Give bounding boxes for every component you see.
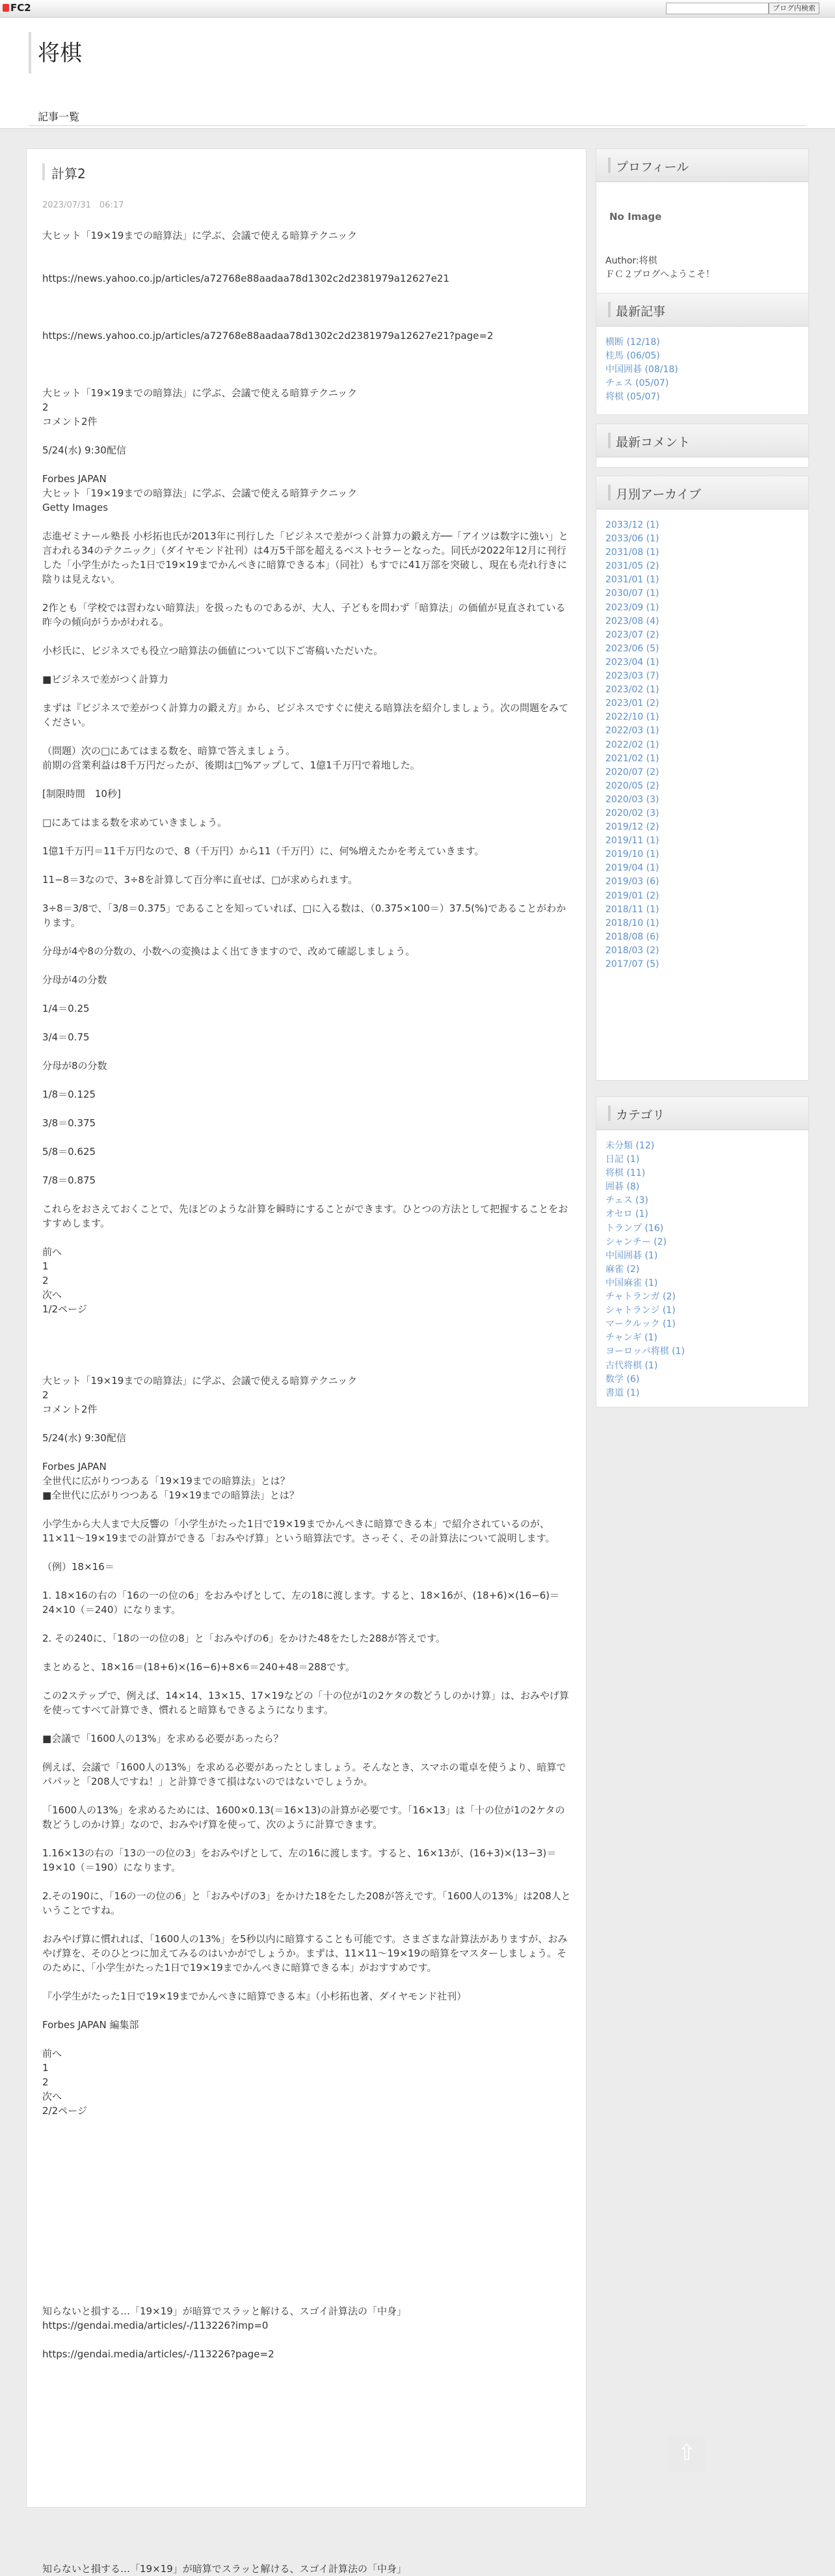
entry-date: 2023/07/31 06:17 <box>42 200 124 210</box>
entry-paragraph: 大ヒット「19×19までの暗算法」に学ぶ、会議で使える暗算テクニック <box>42 487 358 499</box>
nav-archive-link[interactable]: 記事一覧 <box>38 111 80 123</box>
archive-widget-header <box>596 476 808 509</box>
entry-blank-line <box>42 300 572 314</box>
nav-divider <box>29 125 806 126</box>
category-link[interactable]: 数学 (6) <box>605 1374 640 1385</box>
entry-paragraph: [制限時間 10秒] <box>42 788 121 800</box>
entry-blank-line <box>42 457 572 472</box>
archive-month-link[interactable]: 2022/02 (1) <box>605 739 659 750</box>
entry-blank-line <box>42 286 572 300</box>
entry-blank-line <box>42 1574 572 1588</box>
archive-month-link[interactable]: 2033/12 (1) <box>605 520 659 530</box>
entry-paragraph: 1/2ページ <box>42 1303 87 1315</box>
entry-paragraph: 1.16×13の右の「13の一の位の3」をおみやげとして、左の16に渡します。すると、16×13が、(16+3)×(13−3)＝19×10（＝190）になります。 <box>42 1847 557 1873</box>
entry-blank-line <box>42 1646 572 1660</box>
entry-paragraph: Forbes JAPAN <box>42 473 107 485</box>
archive-month-link[interactable]: 2018/10 (1) <box>605 917 659 929</box>
entry-paragraph: 2/2ページ <box>42 2105 87 2117</box>
entry-blank-line <box>42 357 572 372</box>
entry-blank-line <box>42 887 572 901</box>
entry-paragraph: 前へ <box>42 2048 62 2059</box>
fc2-logo-text: FC2 <box>10 2 31 14</box>
archive-widget <box>596 476 809 1081</box>
entry-paragraph: 1億1千万円＝11千万円なので、8（千万円）から11（千万円）に、何%増えたかを考えていきます。 <box>42 845 484 857</box>
archive-month-link[interactable]: 2023/08 (4) <box>605 616 659 627</box>
entry-blank-line <box>42 2519 572 2533</box>
entry-blank-line <box>42 629 572 644</box>
entry-blank-line <box>42 1975 572 1989</box>
entry-paragraph: 2 <box>42 401 49 413</box>
entry-body <box>42 228 572 2576</box>
recent-entry-link[interactable]: 桂馬 (06/05) <box>605 351 660 361</box>
entry-paragraph: 前期の営業利益は8千万円だったが、後期は□%アップして、1億1千万円で着地した。 <box>42 759 420 771</box>
archive-month-link[interactable]: 2020/02 (3) <box>605 807 659 819</box>
category-list <box>605 1139 685 1400</box>
widget-accent-bar <box>608 485 611 500</box>
recent-entries-header <box>596 293 808 327</box>
entry-blank-line <box>42 343 572 357</box>
entry-blank-line <box>42 314 572 329</box>
category-link[interactable]: 麻雀 (2) <box>605 1264 640 1275</box>
entry-blank-line <box>42 2461 572 2476</box>
archive-month-link[interactable]: 2031/01 (1) <box>605 575 659 586</box>
entry-blank-line <box>42 2275 572 2290</box>
entry-blank-line <box>42 2361 572 2376</box>
entry-blank-line <box>42 1073 572 1087</box>
entry-paragraph: 分母が8の分数 <box>42 1060 107 1072</box>
blog-title[interactable]: 将棋 <box>38 40 82 66</box>
blog-search-input[interactable] <box>666 3 769 14</box>
entry-paragraph: 1/4＝0.25 <box>42 1003 90 1014</box>
entry-paragraph: 知らないと損する…「19×19」が暗算でスラッと解ける、スゴイ計算法の「中身」 <box>42 2305 406 2317</box>
entry-blank-line <box>42 2118 572 2132</box>
archive-month-link[interactable]: 2031/08 (1) <box>605 547 659 558</box>
profile-heading: プロフィール <box>616 160 689 174</box>
entry-paragraph[interactable]: https://gendai.media/articles/-/113226?page=2 <box>42 2348 274 2360</box>
archive-month-link[interactable]: 2018/03 (2) <box>605 945 659 956</box>
entry-blank-line <box>42 1187 572 1202</box>
blog-header <box>0 18 835 129</box>
archive-month-link[interactable]: 2023/06 (5) <box>605 643 659 654</box>
entry-blank-line <box>42 515 572 529</box>
entry-paragraph: おみやげ算に慣れれば、「1600人の13%」を5秒以内に暗算することも可能です。さまざまな計算法がありますが、おみやげ算を、そのひとつに加えてみるのはいかがでしょうか。まずは、11×11〜19×19の暗算をマスターしましょう。そのために、「小学生がたった1日で19×19までかんぺきに暗算できる本」がおすすめです。 <box>42 1933 568 1973</box>
entry-blank-line <box>42 2161 572 2175</box>
entry-paragraph: □にあてはまる数を求めていきましょう。 <box>42 817 228 828</box>
blog-search-button[interactable]: ブログ内検索 <box>769 3 819 14</box>
archive-month-link[interactable]: 2021/02 (1) <box>605 753 659 764</box>
entry-paragraph: 次へ <box>42 2091 62 2102</box>
entry-paragraph: 分母が4や8の分数の、小数への変換はよく出てきますので、改めて確認しましょう。 <box>42 945 416 957</box>
category-link[interactable]: 囲碁 (8) <box>605 1182 640 1193</box>
category-widget <box>596 1096 809 1407</box>
entry-paragraph: 2作とも「学校では習わない暗算法」を扱ったものであるが、大人、子どもを問わず「暗算法」の価値が見直されている昨今の傾向がうかがわれる。 <box>42 602 566 628</box>
entry-blank-line <box>42 987 572 1001</box>
archive-month-link[interactable]: 2023/04 (1) <box>605 657 659 668</box>
title-accent-bar <box>29 32 31 74</box>
entry-blank-line <box>42 1230 572 1245</box>
entry-blank-line <box>42 2419 572 2433</box>
profile-widget <box>596 148 809 298</box>
entry-blank-line <box>42 801 572 815</box>
archive-month-link[interactable]: 2020/03 (3) <box>605 794 659 805</box>
profile-widget-header <box>596 149 808 182</box>
archive-month-link[interactable]: 2023/09 (1) <box>605 602 659 613</box>
entry-blank-line <box>42 1417 572 1431</box>
archive-month-link[interactable]: 2019/04 (1) <box>605 863 659 874</box>
entry-blank-line <box>42 2533 572 2547</box>
entry-paragraph: 7/8＝0.875 <box>42 1174 96 1186</box>
entry-blank-line <box>42 2504 572 2519</box>
entry-paragraph: 分母が4の分数 <box>42 974 107 986</box>
archive-month-link[interactable]: 2019/11 (1) <box>605 835 659 847</box>
entry-blank-line <box>42 686 572 701</box>
archive-month-link[interactable]: 2019/10 (1) <box>605 849 659 860</box>
category-widget-header <box>596 1097 808 1130</box>
entry-paragraph: 次へ <box>42 1289 62 1301</box>
archive-month-link[interactable]: 2031/05 (2) <box>605 561 659 572</box>
entry-blank-line <box>42 2490 572 2504</box>
entry-blank-line <box>42 1746 572 1760</box>
category-link[interactable]: トランプ (16) <box>605 1223 664 1234</box>
entry-paragraph: 5/24(水) 9:30配信 <box>42 1432 126 1444</box>
entry-blank-line <box>42 1717 572 1731</box>
entry-paragraph: 小杉氏に、ビジネスでも役立つ暗算法の価値について以下ご寄稿いただいた。 <box>42 645 384 657</box>
entry-blank-line <box>42 830 572 844</box>
entry-blank-line <box>42 1545 572 1560</box>
category-link[interactable]: 将棋 (11) <box>605 1168 646 1179</box>
entry-blank-line <box>42 2147 572 2161</box>
recent-entry-link[interactable]: 将棋 (05/07) <box>605 392 660 402</box>
entry-paragraph: 小学生から大人まで大反響の「小学生がたった1日で19×19までかんぺきに暗算できる本」で紹介されているのが、11×11〜19×19までの計算ができる「おみやげ算」という暗算法です。さっそく、その計算法について説明します。 <box>42 1518 555 1544</box>
entry-blank-line <box>42 1016 572 1030</box>
recent-entries-list <box>605 336 678 404</box>
entry-title-accent-bar <box>42 163 45 180</box>
archive-month-link[interactable]: 2018/11 (1) <box>605 904 659 915</box>
entry-paragraph: これらをおさえておくことで、先ほどのような計算を瞬時にすることができます。ひとつの方法として把握することをおすすめします。 <box>42 1203 568 1229</box>
archive-month-link[interactable]: 2020/07 (2) <box>605 766 659 778</box>
archive-month-link[interactable]: 2018/08 (6) <box>605 931 659 942</box>
entry-paragraph[interactable]: https://gendai.media/articles/-/113226?imp=0 <box>42 2320 269 2331</box>
entry-paragraph: 2 <box>42 1275 49 1286</box>
entry-paragraph: 1. 18×16の右の「16の一の位の6」をおみやげとして、左の18に渡します。すると、18×16が、(18+6)×(16−6)＝24×10（＝240）になります。 <box>42 1590 560 1616</box>
entry-paragraph: Getty Images <box>42 502 109 513</box>
entry-blank-line <box>42 243 572 257</box>
entry-blank-line <box>42 1316 572 1331</box>
entry-blank-line <box>42 2476 572 2490</box>
entry-blank-line <box>42 1445 572 1459</box>
entry-blank-line <box>42 1130 572 1145</box>
entry-blank-line <box>42 1044 572 1059</box>
entry-blank-line <box>42 2376 572 2390</box>
fc2-toolbar <box>0 0 835 18</box>
entry-blank-line <box>42 930 572 944</box>
entry-blank-line <box>42 958 572 973</box>
category-link[interactable]: 古代将棋 (1) <box>605 1360 658 1371</box>
entry-blank-line <box>42 1502 572 1517</box>
recent-entry-link[interactable]: 横断 (12/18) <box>605 337 660 347</box>
entry-blank-line <box>42 2204 572 2218</box>
recent-entry-link[interactable]: チェス (05/07) <box>605 378 669 388</box>
entry-blank-line <box>42 2003 572 2018</box>
entry-paragraph: 3/8＝0.375 <box>42 1117 96 1129</box>
recent-entries-heading: 最新記事 <box>616 305 666 319</box>
entry-blank-line <box>42 658 572 672</box>
arrow-up-icon: ⇧ <box>677 2440 696 2466</box>
profile-author: Author:将棋 <box>605 256 657 266</box>
archive-month-link[interactable]: 2023/07 (2) <box>605 629 659 640</box>
entry-paragraph: 大ヒット「19×19までの暗算法」に学ぶ、会議で使える暗算テクニック <box>42 387 358 399</box>
widget-accent-bar <box>608 157 611 173</box>
entry-paragraph[interactable]: https://news.yahoo.co.jp/articles/a72768e88aadaa78d1302c2d2381979a12627e21?page=2 <box>42 330 494 342</box>
archive-heading: 月別アーカイブ <box>616 487 701 502</box>
entry-paragraph: まずは『ビジネスで差がつく計算力の鍛え方』から、ビジネスですぐに使える暗算法を紹介しましょう。次の問題をみてください。 <box>42 702 569 728</box>
entry-blank-line <box>42 1789 572 1803</box>
entry-blank-line <box>42 1159 572 1173</box>
fc2-logo[interactable] <box>3 2 31 14</box>
entry-blank-line <box>42 2190 572 2204</box>
widget-accent-bar <box>608 302 611 318</box>
archive-month-link[interactable]: 2023/01 (2) <box>605 698 659 709</box>
entry-paragraph: 2 <box>42 2076 49 2088</box>
archive-month-link[interactable]: 2020/05 (2) <box>605 780 659 791</box>
entry-paragraph: 大ヒット「19×19までの暗算法」に学ぶ、会議で使える暗算テクニック <box>42 230 358 241</box>
entry-blank-line <box>42 1331 572 1345</box>
entry-blank-line <box>42 2404 572 2419</box>
entry-blank-line <box>42 372 572 386</box>
entry-blank-line <box>42 2290 572 2304</box>
entry-paragraph: 1 <box>42 1260 49 1272</box>
archive-month-link[interactable]: 2023/03 (7) <box>605 671 659 682</box>
entry-blank-line <box>42 858 572 873</box>
category-heading: カテゴリ <box>616 1108 665 1122</box>
fc2-logo-icon <box>3 4 9 12</box>
recent-comments-widget <box>596 424 809 468</box>
entry-paragraph: 1/8＝0.125 <box>42 1089 96 1100</box>
entry-blank-line <box>42 1359 572 1374</box>
entry-blank-line <box>42 586 572 601</box>
entry-paragraph: Forbes JAPAN <box>42 1461 107 1472</box>
entry-paragraph: （例）18×16＝ <box>42 1561 114 1573</box>
entry-paragraph[interactable]: https://news.yahoo.co.jp/articles/a72768e88aadaa78d1302c2d2381979a12627e21 <box>42 273 450 284</box>
entry-paragraph: ■ビジネスで差がつく計算力 <box>42 673 168 685</box>
entry-blank-line <box>42 2247 572 2261</box>
entry-paragraph: 知らないと損する…「19×19」が暗算でスラッと解ける、スゴイ計算法の「中身」 <box>42 2563 406 2575</box>
entry-blank-line <box>42 2447 572 2461</box>
entry-paragraph: コメント2件 <box>42 1403 98 1415</box>
category-link[interactable]: オセロ (1) <box>605 1209 648 1220</box>
scroll-to-top-button[interactable] <box>668 2435 706 2473</box>
widget-accent-bar <box>608 1105 611 1121</box>
entry-paragraph: 2 <box>42 1389 49 1401</box>
entry-paragraph: 2.その190に、「16の一の位の6」と「おみやげの3」をかけた18をたした208が答えです。「1600人の13%」は208人ということですね。 <box>42 1890 571 1916</box>
recent-comments-header <box>596 424 808 457</box>
archive-month-link[interactable]: 2019/12 (2) <box>605 822 659 833</box>
entry-blank-line <box>42 1102 572 1116</box>
recent-entry-link[interactable]: 中国囲碁 (08/18) <box>605 364 678 375</box>
category-link[interactable]: シャトランジ (1) <box>605 1305 676 1316</box>
profile-greeting: ＦＣ２ブログへようこそ！ <box>605 269 715 280</box>
category-link[interactable]: マークルック (1) <box>605 1319 676 1330</box>
entry-blank-line <box>42 1918 572 1932</box>
entry-paragraph: Forbes JAPAN 編集部 <box>42 2019 139 2031</box>
entry-paragraph: コメント2件 <box>42 416 98 427</box>
entry-title[interactable]: 計算2 <box>51 166 86 182</box>
entry-blank-line <box>42 2175 572 2190</box>
category-link[interactable]: 未分類 (12) <box>605 1141 655 1151</box>
entry-blank-line <box>42 429 572 443</box>
entry-blank-line <box>42 2433 572 2447</box>
category-link[interactable]: チェス (3) <box>605 1195 648 1206</box>
profile-no-image: No Image <box>609 211 662 223</box>
category-link[interactable]: ヨーロッパ将棋 (1) <box>605 1346 685 1357</box>
category-link[interactable]: 日記 (1) <box>605 1154 640 1165</box>
entry-paragraph: ■会議で「1600人の13%」を求める必要があったら？ <box>42 1733 284 1744</box>
entry-paragraph: 2. その240に、「18の一の位の8」と「おみやげの6」をかけた48をたした288が答えです。 <box>42 1633 445 1644</box>
entry-paragraph: この2ステップで、例えば、14×14、13×15、17×19などの「十の位が1の2ケタの数どうしのかけ算」は、おみやげ算を使ってすべて計算でき、慣れると暗算もできるようになります。 <box>42 1690 569 1716</box>
entry-blank-line <box>42 1875 572 1889</box>
entry-blank-line <box>42 729 572 744</box>
entry-blank-line <box>42 2032 572 2046</box>
category-link[interactable]: 中国麻雀 (1) <box>605 1277 658 1288</box>
archive-month-link[interactable]: 2017/07 (5) <box>605 959 659 969</box>
archive-month-link[interactable]: 2019/01 (2) <box>605 890 659 901</box>
entry-paragraph: 『小学生がたった1日で19×19までかんぺきに暗算できる本』（小杉拓也著、ダイヤモンド社刊） <box>42 1990 467 2002</box>
entry-blank-line <box>42 1617 572 1631</box>
entry-paragraph: 志進ゼミナール塾長 小杉拓也氏が2013年に刊行した「ビジネスで差がつく計算力の鍛え方──「アイツは数字に強い」と言われる34のテクニック」（ダイヤモンド社刊）は4万5千部を超えるベストセラーとなった。同氏が2022年12月に刊行した「小学生がたった1日で19×19までかんぺきに暗算できる本」（同社）もすでに41万部を突破し、現在も売れ行きに陰りは見えない。 <box>42 530 568 585</box>
entry-paragraph: 3/4＝0.75 <box>42 1031 90 1043</box>
entry-paragraph: 5/8＝0.625 <box>42 1146 96 1158</box>
entry-paragraph: 「1600人の13%」を求めるためには、1600×0.13(＝16×13)の計算が必要です。「16×13」は「十の位が1の2ケタの数どうしのかけ算」なので、おみやげ算を使って、次のように計算できます。 <box>42 1804 565 1830</box>
recent-entries-widget <box>596 293 809 415</box>
entry-paragraph: ■全世代に広がりつつある「19×19までの暗算法」とは？ <box>42 1489 299 1501</box>
entry-blank-line <box>42 257 572 271</box>
entry-paragraph: 前へ <box>42 1246 62 1258</box>
category-link[interactable]: 中国囲碁 (1) <box>605 1250 658 1261</box>
archive-list <box>605 519 659 971</box>
entry-blank-line <box>42 2333 572 2347</box>
archive-month-link[interactable]: 2030/07 (1) <box>605 588 659 599</box>
entry-paragraph: （問題）次の□にあてはまる数を、暗算で答えましょう。 <box>42 745 296 757</box>
entry-blank-line <box>42 2547 572 2562</box>
archive-month-link[interactable]: 2022/03 (1) <box>605 725 659 737</box>
entry-blank-line <box>42 2390 572 2404</box>
entry-paragraph: 1 <box>42 2062 49 2074</box>
entry-column <box>26 148 587 2575</box>
entry-paragraph: 5/24(水) 9:30配信 <box>42 444 126 456</box>
archive-month-link[interactable]: 2033/06 (1) <box>605 534 659 545</box>
entry-blank-line <box>42 2132 572 2147</box>
archive-month-link[interactable]: 2019/03 (6) <box>605 876 659 888</box>
entry-blank-line <box>42 1345 572 1359</box>
entry-paragraph: 例えば、会議で「1600人の13%」を求める必要があったとしましょう。そんなとき、スマホの電卓を使うより、暗算でパパッと「208人ですね！」と計算できて損はないのではないでしょうか。 <box>42 1761 566 1787</box>
entry-blank-line <box>42 1832 572 1846</box>
entry-paragraph: まとめると、18×16＝(18+6)×(16−6)+8×6＝240+48＝288です。 <box>42 1661 356 1673</box>
archive-month-link[interactable]: 2023/02 (1) <box>605 685 659 696</box>
category-link[interactable]: チャンギ (1) <box>605 1333 657 1344</box>
entry-paragraph: 全世代に広がりつつある「19×19までの暗算法」とは？ <box>42 1475 290 1487</box>
archive-month-link[interactable]: 2022/10 (1) <box>605 712 659 723</box>
entry-blank-line <box>42 2261 572 2275</box>
entry-blank-line <box>42 772 572 787</box>
category-link[interactable]: 書道 (1) <box>605 1387 640 1398</box>
category-link[interactable]: シャンチー (2) <box>605 1236 667 1247</box>
entry-blank-line <box>42 2232 572 2247</box>
entry-blank-line <box>42 2218 572 2232</box>
entry-blank-line <box>42 1674 572 1688</box>
widget-accent-bar <box>608 433 611 448</box>
entry-paragraph: 3÷8＝3/8で、「3/8＝0.375」であることを知っていれば、□に入る数は、（0.375×100＝）37.5(%)であることがわかります。 <box>42 902 566 929</box>
recent-comments-heading: 最新コメント <box>616 435 691 450</box>
entry-paragraph: 大ヒット「19×19までの暗算法」に学ぶ、会議で使える暗算テクニック <box>42 1375 358 1387</box>
profile-author-block <box>605 254 715 282</box>
entry-paragraph: 11−8＝3なので、3÷8を計算して百分率に直せば、□が求められます。 <box>42 874 358 886</box>
category-link[interactable]: チャトランガ (2) <box>605 1292 676 1303</box>
